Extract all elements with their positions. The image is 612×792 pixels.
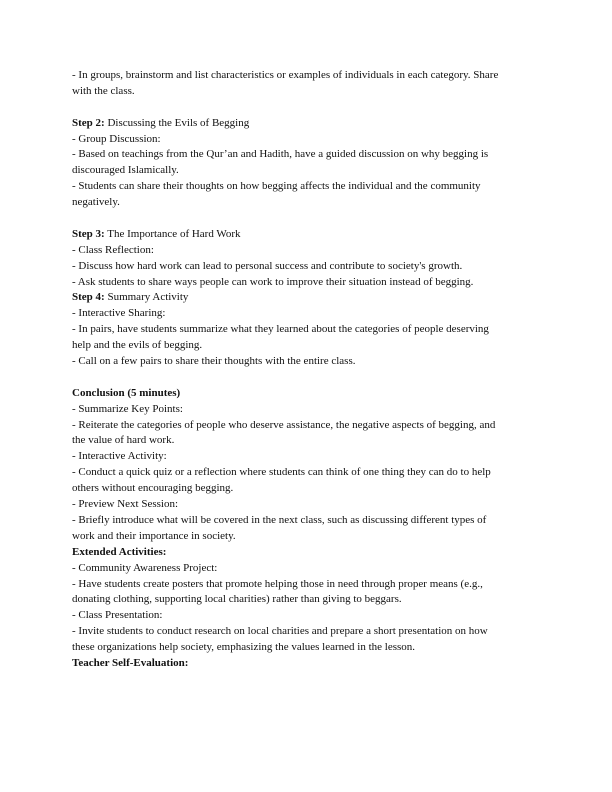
text-line: - Interactive Activity:: [72, 450, 167, 463]
text-line: help and the evils of begging.: [72, 339, 203, 352]
step-title: Discussing the Evils of Begging: [104, 116, 250, 129]
text-line: - Class Reflection:: [72, 243, 154, 256]
text-line: - Invite students to conduct research on local charities and prepare a short presentation on how: [72, 625, 488, 638]
heading-text: Teacher Self-Evaluation:: [72, 656, 189, 669]
text-line: - Have students create posters that promote helping those in need through proper means (e.g.,: [72, 577, 483, 590]
text-line: - Call on a few pairs to share their thoughts with the entire class.: [72, 355, 356, 368]
text-line: - Discuss how hard work can lead to personal success and contribute to society's growth.: [72, 259, 463, 272]
step-title: The Importance of Hard Work: [104, 227, 241, 240]
text-line: - Community Awareness Project:: [72, 561, 218, 574]
text-line: - Conduct a quick quiz or a reflection where students can think of one thing they can do to help: [72, 466, 491, 479]
step-2-heading: [72, 116, 552, 132]
text-line: work and their importance in society.: [72, 529, 236, 542]
heading-text: Conclusion (5 minutes): [72, 386, 181, 399]
step-4-heading: [72, 290, 552, 306]
text-line: discouraged Islamically.: [72, 164, 179, 177]
step-3-heading: [72, 227, 552, 243]
text-line: the value of hard work.: [72, 434, 175, 447]
text-line: - Interactive Sharing:: [72, 307, 166, 320]
step-label: Step 4:: [72, 291, 105, 304]
text-line: - Preview Next Session:: [72, 498, 179, 511]
text-line: - Ask students to share ways people can work to improve their situation instead of begging.: [72, 275, 474, 288]
text-line: - Based on teachings from the Qur’an and Hadith, have a guided discussion on why begging is: [72, 148, 489, 161]
text-line: with the class.: [72, 84, 135, 97]
text-line: negatively.: [72, 196, 120, 209]
document-page: [72, 68, 552, 672]
text-line: - Summarize Key Points:: [72, 402, 183, 415]
conclusion-heading: [72, 386, 552, 402]
text-line: - Briefly introduce what will be covered in the next class, such as discussing different types of: [72, 513, 487, 526]
extended-activities-heading: [72, 545, 552, 561]
text-line: - Class Presentation:: [72, 609, 163, 622]
text-line: these organizations help society, emphasizing the values learned in the lesson.: [72, 641, 416, 654]
teacher-self-evaluation-heading: [72, 656, 552, 672]
heading-text: Extended Activities:: [72, 545, 167, 558]
text-line: - Group Discussion:: [72, 132, 161, 145]
text-line: - Students can share their thoughts on how begging affects the individual and the community: [72, 180, 481, 193]
text-line: - In groups, brainstorm and list characteristics or examples of individuals in each category. Share: [72, 69, 499, 81]
text-line: - Reiterate the categories of people who deserve assistance, the negative aspects of begging, and: [72, 418, 496, 431]
step-label: Step 3:: [72, 227, 105, 240]
text-line: others without encouraging begging.: [72, 482, 234, 495]
step-label: Step 2:: [72, 116, 105, 129]
step-title: Summary Activity: [104, 291, 189, 304]
text-line: - In pairs, have students summarize what they learned about the categories of people deserving: [72, 323, 489, 336]
text-line: donating clothing, supporting local charities) rather than giving to beggars.: [72, 593, 402, 606]
